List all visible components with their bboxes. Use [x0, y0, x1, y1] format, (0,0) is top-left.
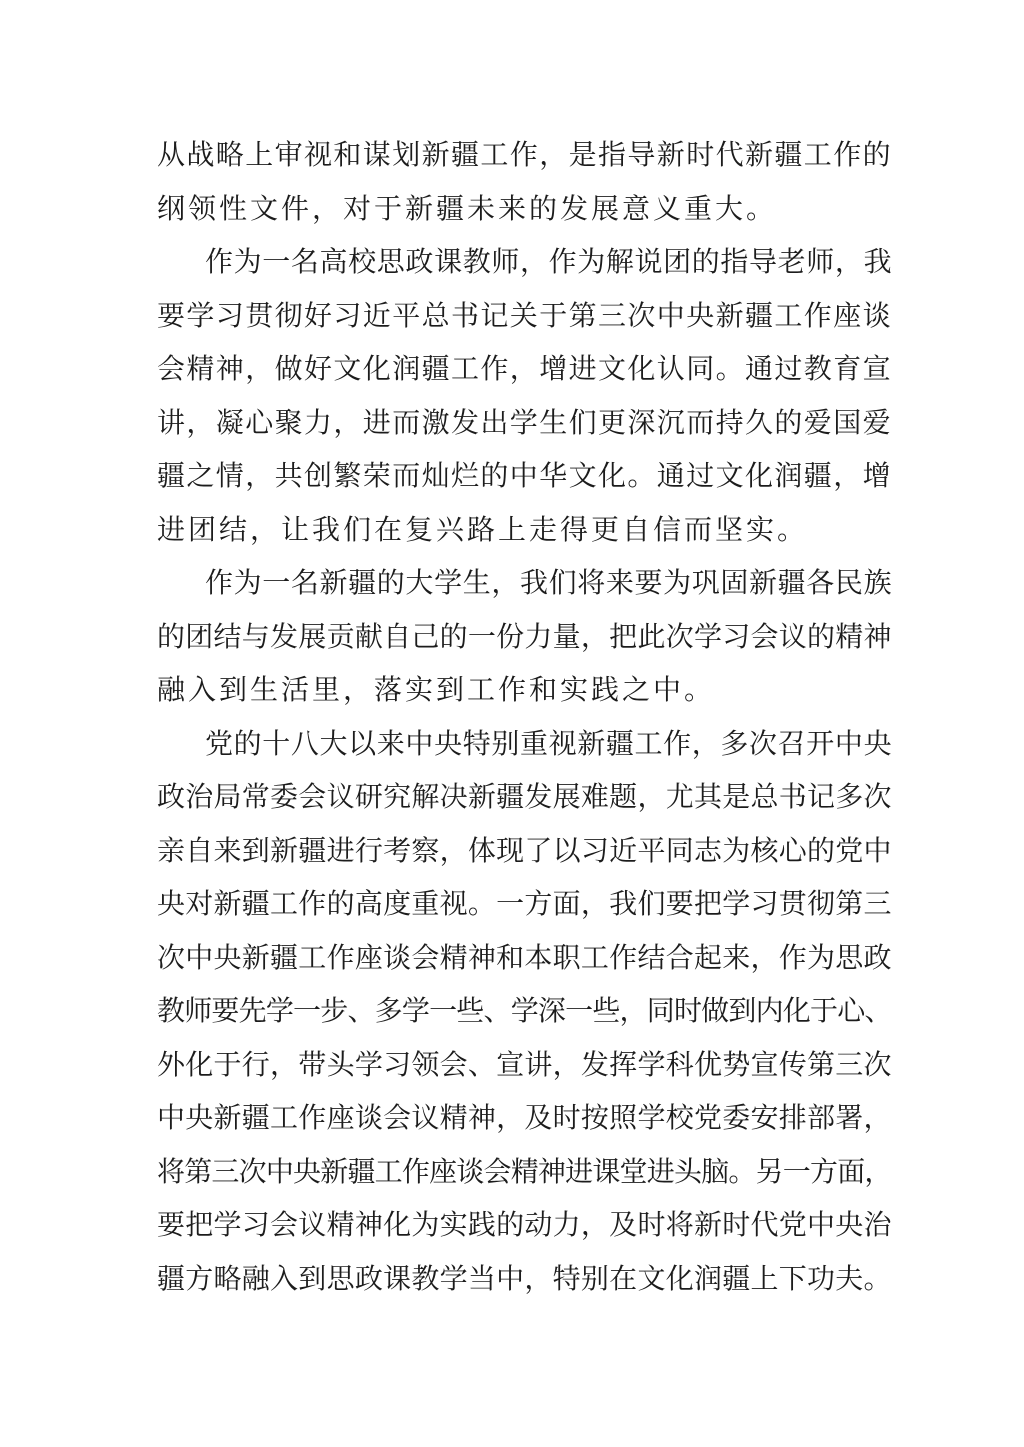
text-line: 党的十八大以来中央特别重视新疆工作，多次召开中央 — [205, 726, 893, 760]
text-line: 要学习贯彻好习近平总书记关于第三次中央新疆工作座谈 — [157, 298, 893, 332]
text-line: 疆方略融入到思政课教学当中，特别在文化润疆上下功夫。 — [157, 1261, 892, 1295]
text-line: 次中央新疆工作座谈会精神和本职工作结合起来，作为思政 — [157, 940, 892, 974]
text-line: 作为一名高校思政课教师，作为解说团的指导老师，我 — [205, 245, 893, 278]
text-line: 进团结，让我们在复兴路上走得更自信而坚实。 — [157, 512, 809, 546]
text-line: 作为一名新疆的大学生，我们将来要为巩固新疆各民族 — [205, 566, 893, 599]
text-line: 中央新疆工作座谈会议精神，及时按照学校党委安排部署， — [157, 1101, 892, 1134]
text-line: 教师要先学一步、多学一些、学深一些，同时做到内化于心、 — [157, 994, 892, 1027]
text-line: 要把学习会议精神化为实践的动力，及时将新时代党中央治 — [157, 1208, 892, 1241]
document-body — [157, 128, 897, 1305]
text-line: 的团结与发展贡献自己的一份力量，把此次学习会议的精神 — [157, 619, 892, 653]
text-line: 讲，凝心聚力，进而激发出学生们更深沉而持久的爱国爱 — [157, 405, 893, 439]
text-line: 政治局常委会议研究解决新疆发展难题，尤其是总书记多次 — [157, 780, 892, 813]
text-line: 将第三次中央新疆工作座谈会精神进课堂进头脑。另一方面， — [157, 1154, 892, 1188]
text-line: 疆之情，共创繁荣而灿烂的中华文化。通过文化润疆，增 — [157, 459, 893, 492]
text-line: 融入到生活里，落实到工作和实践之中。 — [157, 673, 716, 706]
text-line: 纲领性文件，对于新疆未来的发展意义重大。 — [157, 191, 778, 225]
text-line: 央对新疆工作的高度重视。一方面，我们要把学习贯彻第三 — [157, 887, 892, 920]
text-line: 亲自来到新疆进行考察，体现了以习近平同志为核心的党中 — [157, 833, 892, 867]
text-line: 外化于行，带头学习领会、宣讲，发挥学科优势宣传第三次 — [157, 1047, 892, 1081]
text-line: 会精神，做好文化润疆工作，增进文化认同。通过教育宣 — [157, 352, 893, 385]
text-line: 从战略上审视和谋划新疆工作，是指导新时代新疆工作的 — [157, 138, 893, 171]
